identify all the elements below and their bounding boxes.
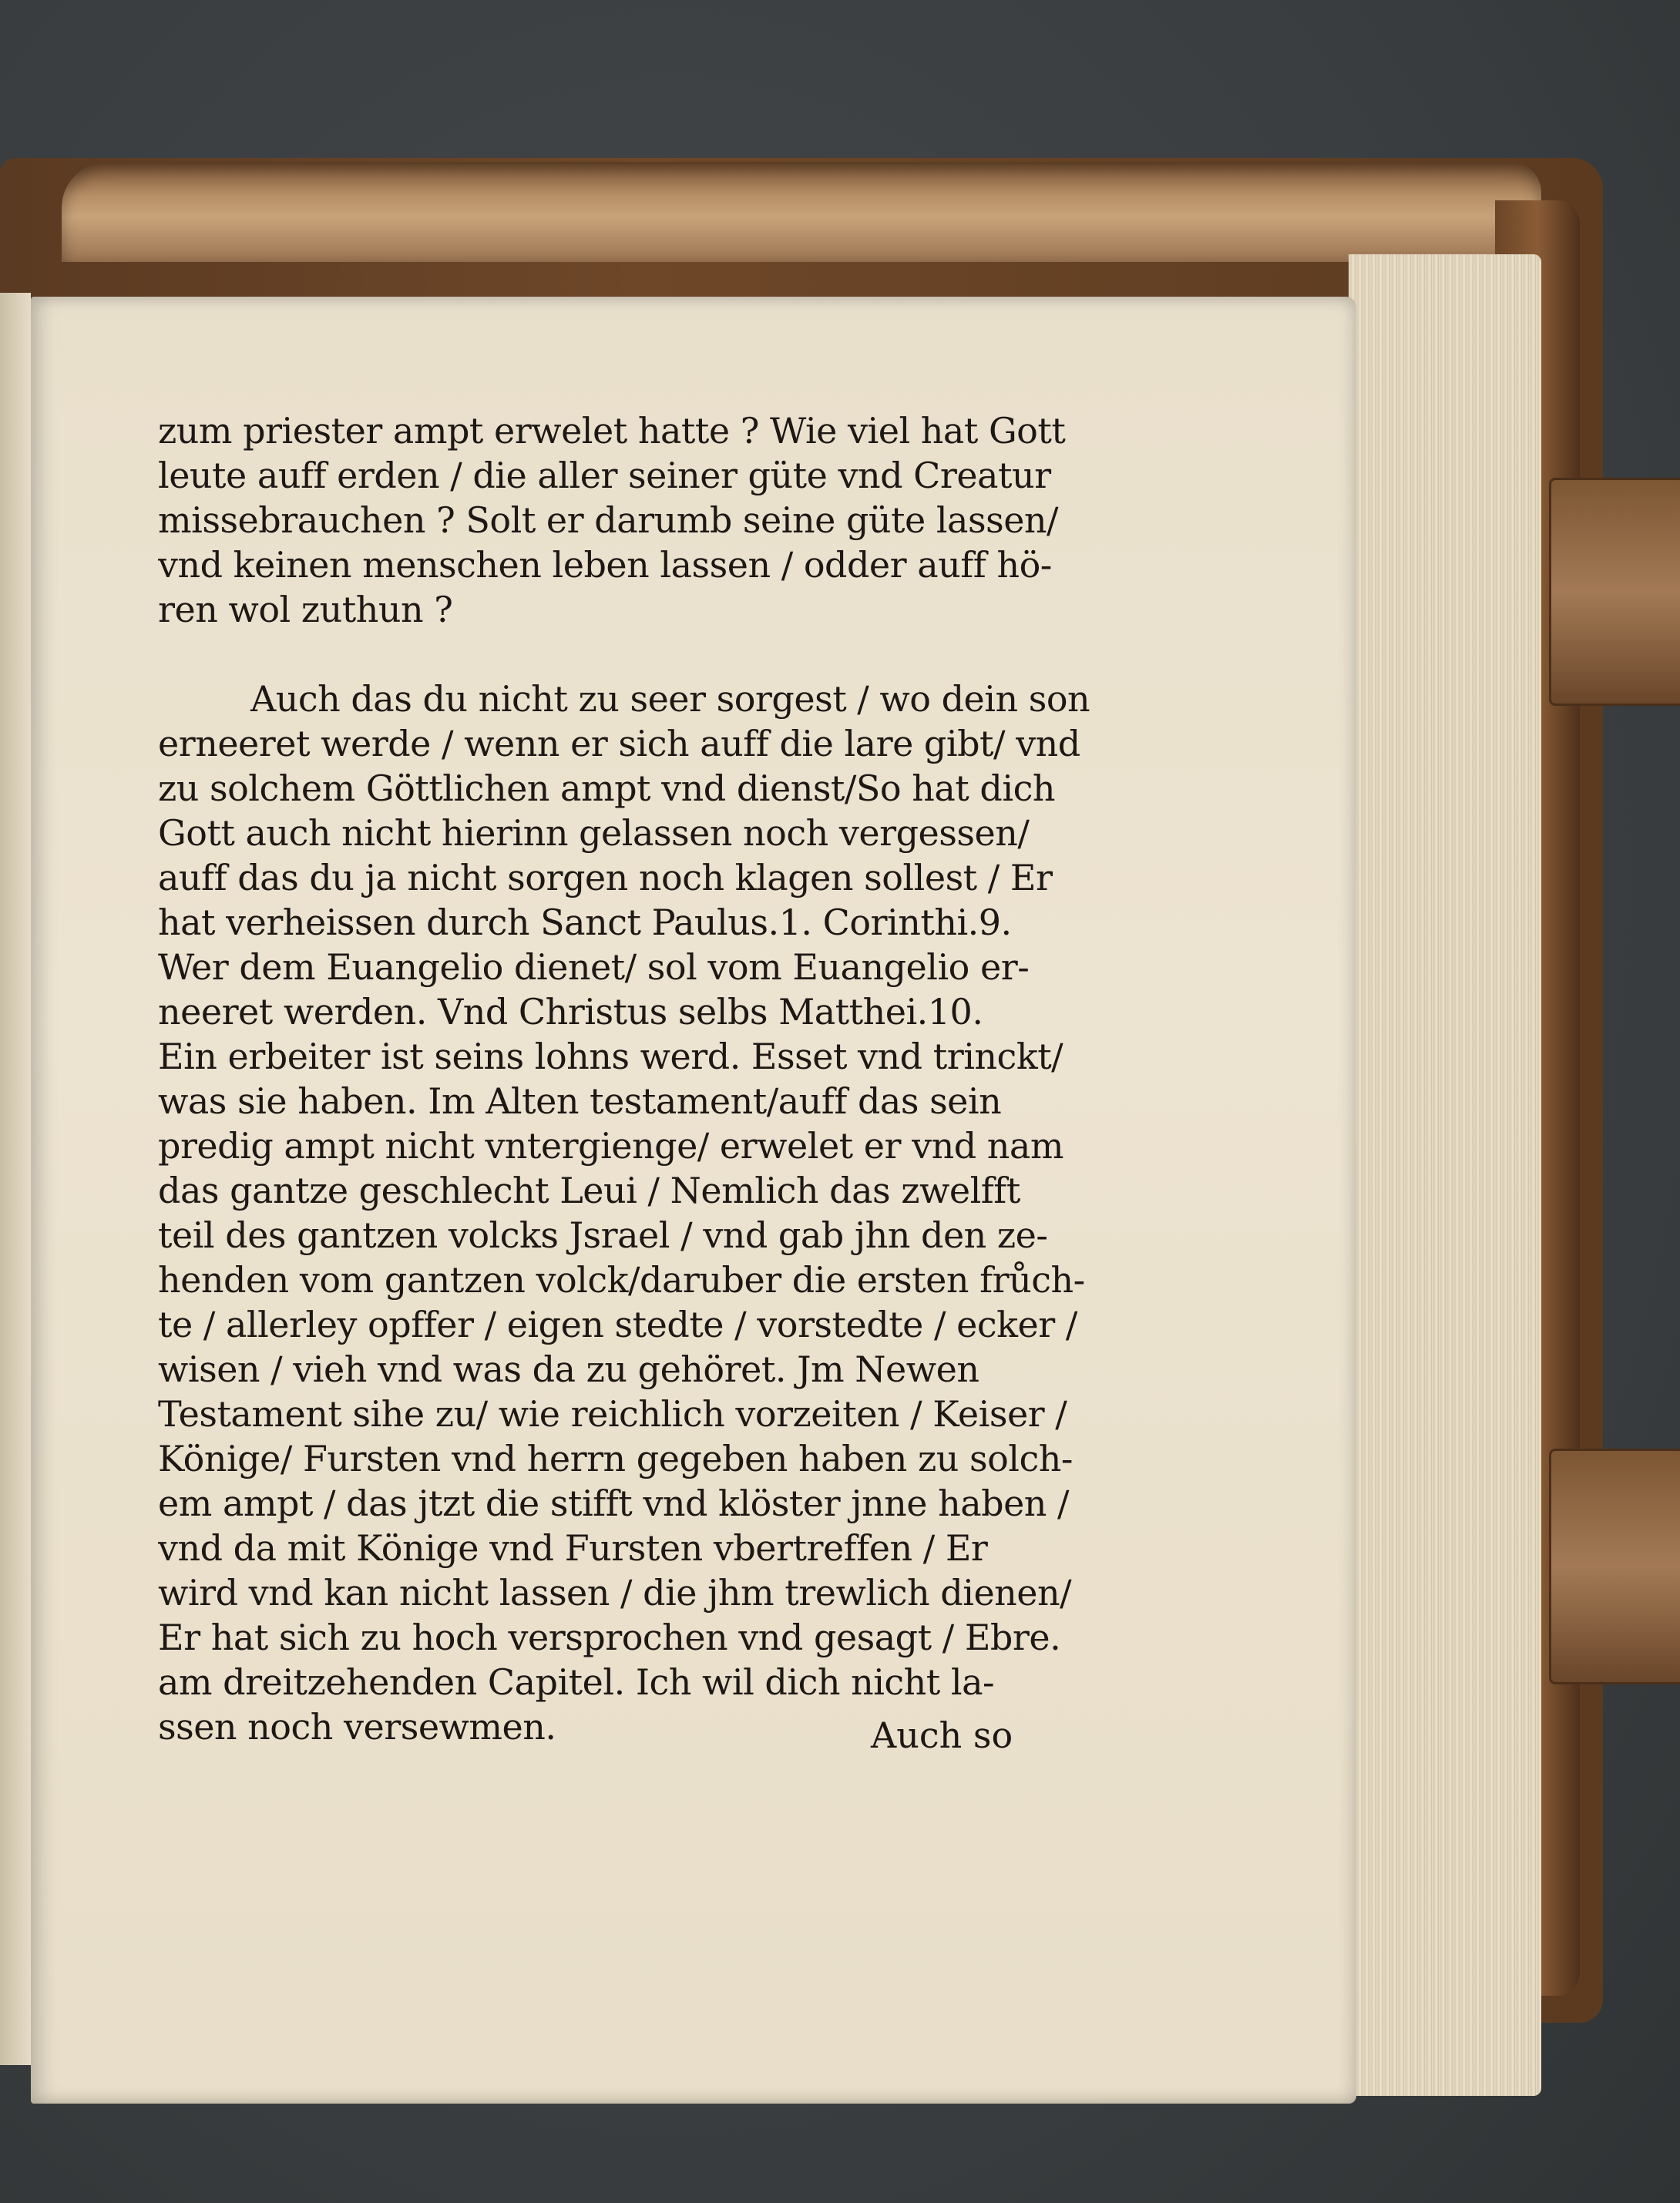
text-line: Gott auch nicht hierinn gelassen noch vergessen/ [158,812,1030,854]
text-line: am dreitzehenden Capitel. Ich wil dich nicht la- [158,1661,995,1703]
text-line: missebrauchen ? Solt er darumb seine güte lassen/ [158,499,1059,541]
text-line: zu solchem Göttlichen ampt vnd dienst/So hat dich [158,767,1055,809]
paragraph-1 [158,408,1121,632]
text-line: ssen noch versewmen. [158,1706,556,1748]
text-line: vnd keinen menschen leben lassen / odder auff hö- [158,544,1052,586]
text-line: Könige/ Fursten vnd herrn gegeben haben zu solch- [158,1438,1073,1479]
text-line: teil des gantzen volcks Jsrael / vnd gab jhn den ze- [158,1214,1048,1256]
text-line: ren wol zuthun ? [158,589,453,630]
left-page-edge [0,293,31,2065]
text-line: zum priester ampt erwelet hatte ? Wie viel hat Gott [158,410,1066,452]
book-top-edge [62,162,1541,262]
text-line: henden vom gantzen volck/daruber die ersten frůch- [158,1259,1085,1301]
text-line: erneeret werde / wenn er sich auff die lare gibt/ vnd [158,723,1080,764]
text-line: Testament sihe zu/ wie reichlich vorzeiten / Keiser / [158,1393,1067,1435]
text-line: auff das du ja nicht sorgen noch klagen sollest / Er [158,857,1053,898]
text-line: wird vnd kan nicht lassen / die jhm trewlich dienen/ [158,1572,1072,1614]
text-line: em ampt / das jtzt die stifft vnd klöster jnne haben / [158,1483,1070,1524]
text-line: neeret werden. Vnd Christus selbs Matthei.10. [158,991,983,1033]
text-line: was sie haben. Im Alten testament/auff das sein [158,1080,1002,1122]
text-line: Er hat sich zu hoch versprochen vnd gesagt / Ebre. [158,1617,1061,1658]
page-stack-edge [1349,254,1541,2096]
text-line: Ein erbeiter ist seins lohns werd. Esset vnd trinckt/ [158,1036,1063,1077]
text-line: das gantze geschlecht Leui / Nemlich das zwelfft [158,1170,1020,1211]
clasp-bottom [1549,1449,1680,1684]
text-line: predig ampt nicht vntergienge/ erwelet er vnd nam [158,1125,1063,1167]
clasp-top [1549,478,1680,706]
paragraph-2 [158,677,1121,1749]
text-line: hat verheissen durch Sanct Paulus.1. Corinthi.9. [158,902,1012,943]
catchword: Auch so [871,1714,1013,1756]
text-line: Auch das du nicht zu seer sorgest / wo dein son [250,678,1090,720]
paragraph-gap [158,632,1121,677]
text-line: leute auff erden / die aller seiner güte vnd Creatur [158,455,1051,496]
text-line: te / allerley opffer / eigen stedte / vorstedte / ecker / [158,1304,1077,1345]
text-line: wisen / vieh vnd was da zu gehöret. Jm Newen [158,1348,979,1390]
page-text [158,408,1121,1749]
text-line: Wer dem Euangelio dienet/ sol vom Euangelio er- [158,946,1030,988]
book-page [31,297,1356,2104]
text-line: vnd da mit Könige vnd Fursten vbertreffen / Er [158,1527,988,1569]
